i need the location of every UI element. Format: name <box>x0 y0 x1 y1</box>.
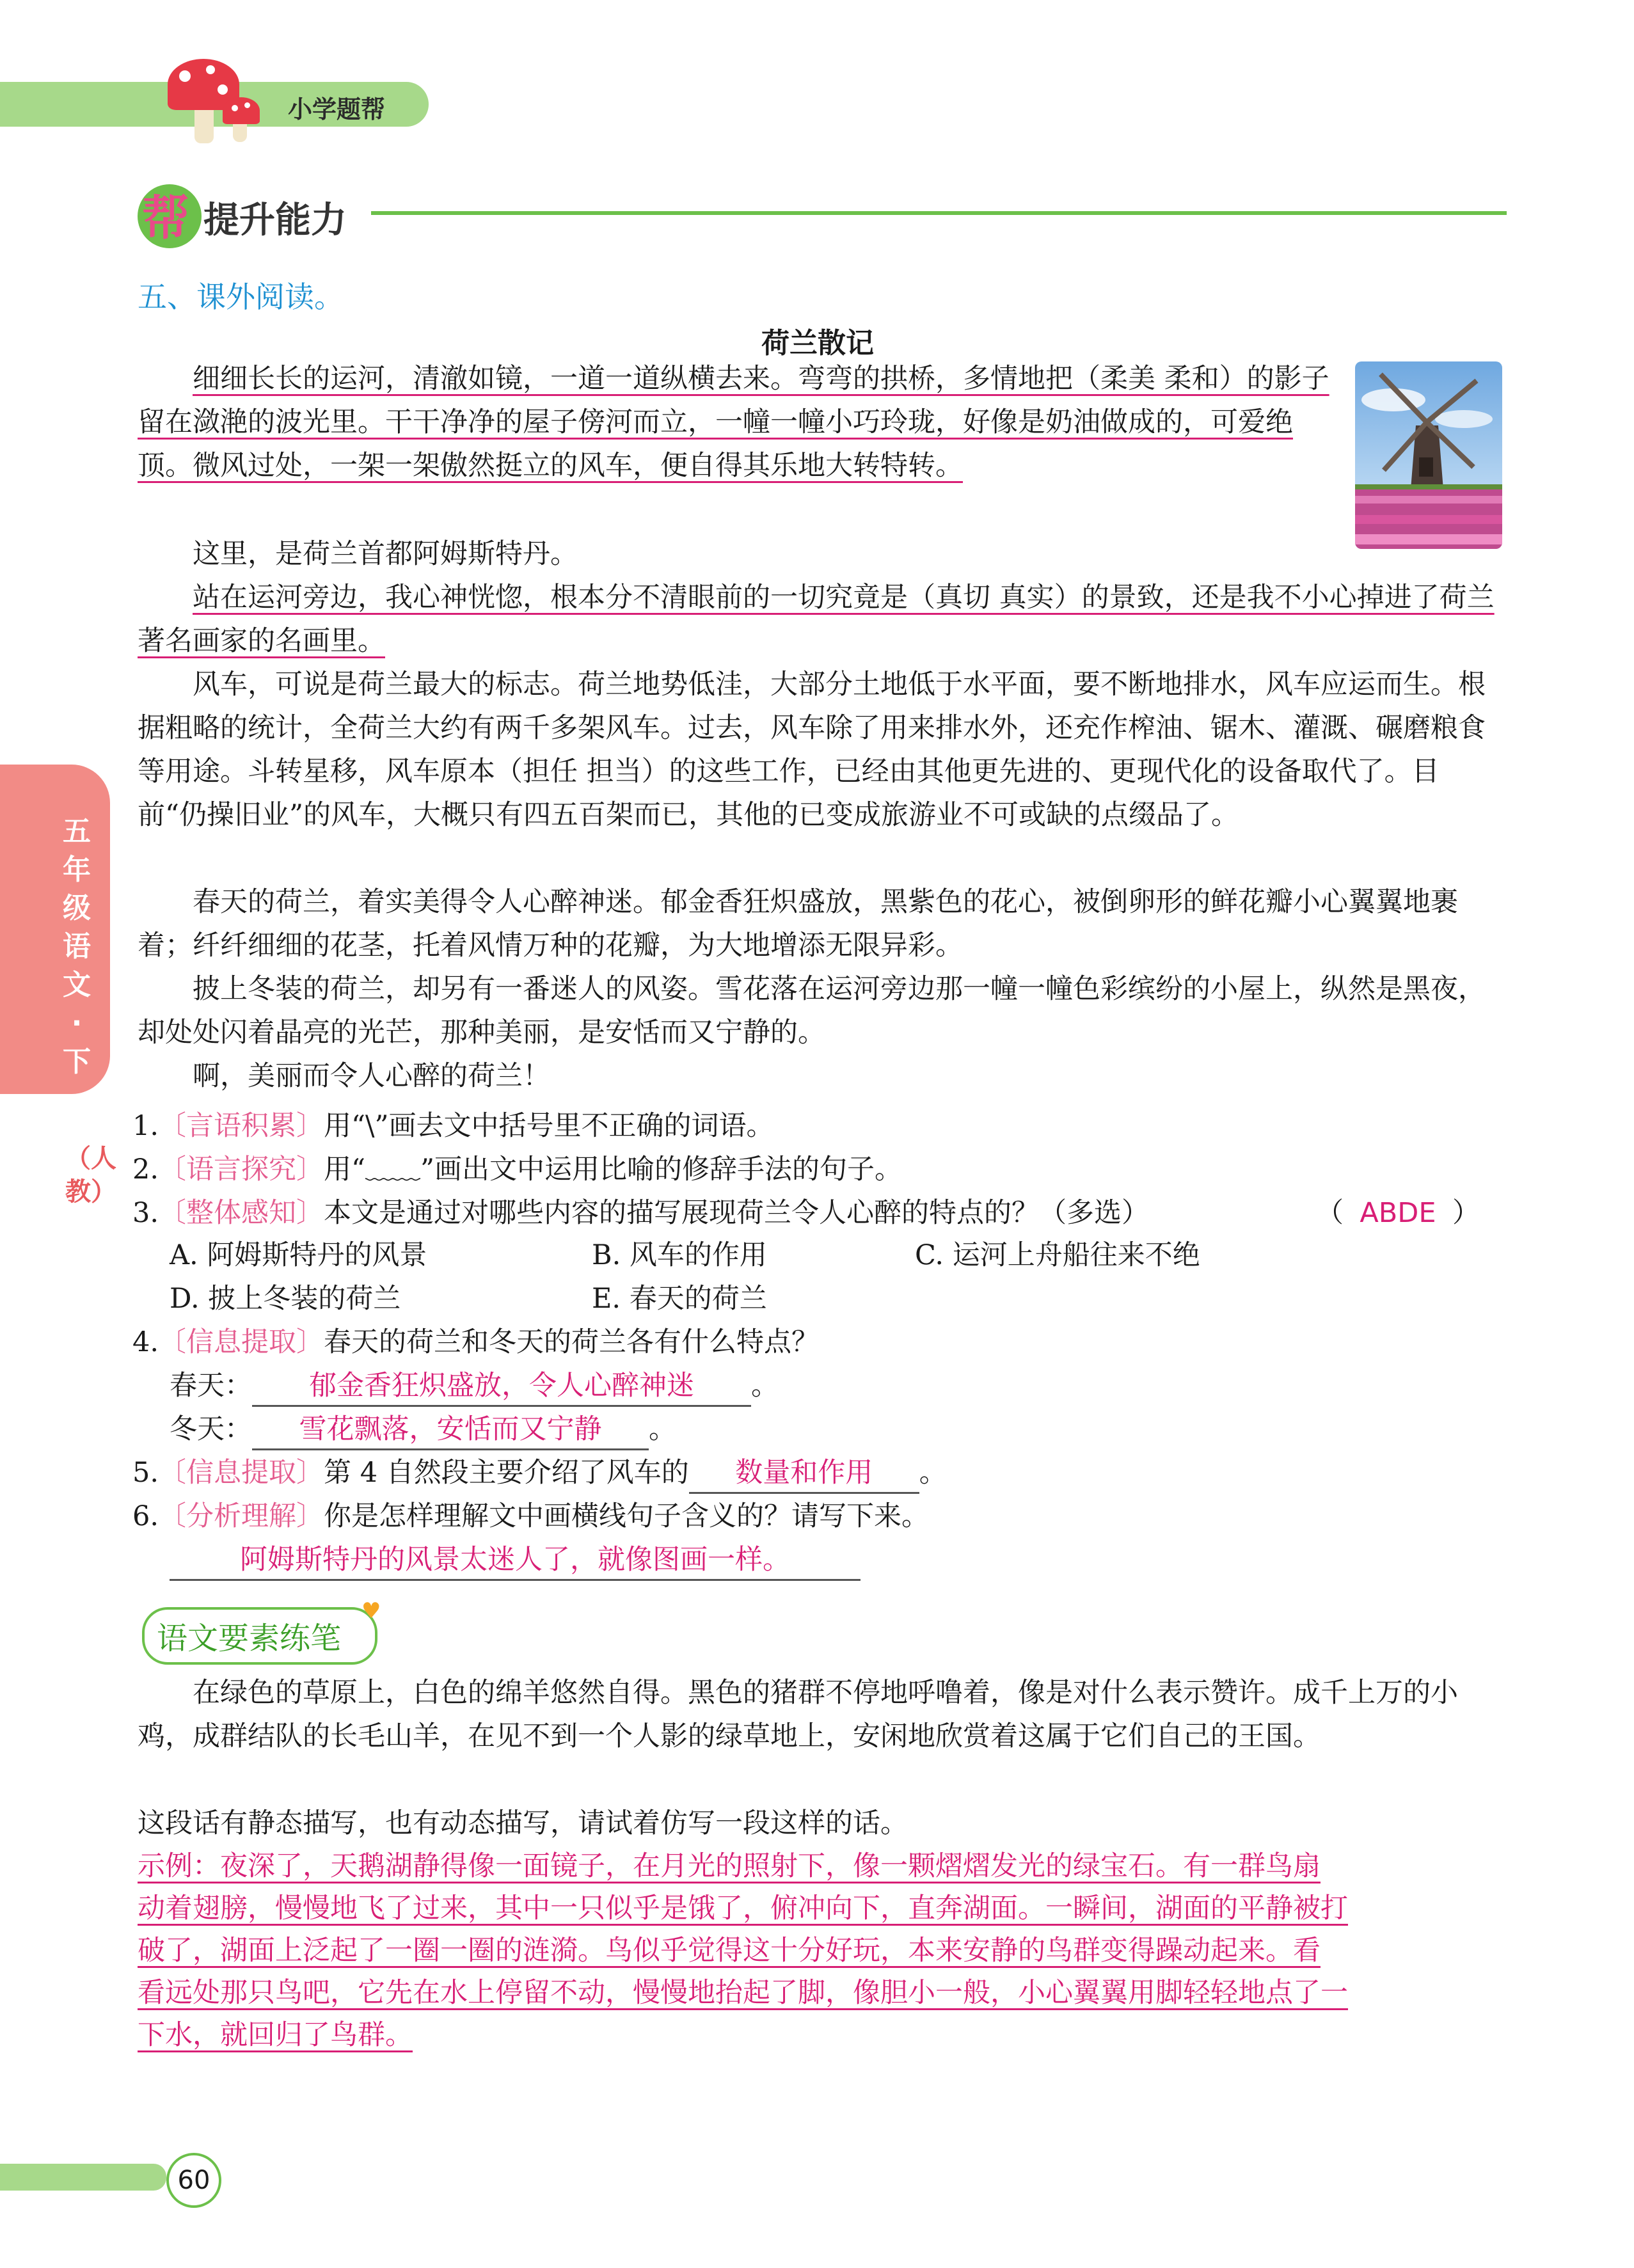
example-text-2: 动着翅膀，慢慢地飞了过来，其中一只似乎是饿了，俯冲向下，直奔湖面。一瞬间，湖面的平静被打 <box>138 1892 1348 1924</box>
q3-text: 本文是通过对哪些内容的描写展现荷兰令人心醉的特点的？（多选） <box>324 1197 1150 1229</box>
q6-answer-row <box>170 1541 861 1581</box>
q2-number: 2. <box>132 1154 159 1186</box>
q5-number: 5. <box>132 1457 159 1489</box>
windmill-image <box>1355 361 1502 549</box>
q4-spring-period: 。 <box>751 1370 779 1402</box>
section-title: 提升能力 <box>203 200 347 241</box>
essay-paragraph-7: 啊，美丽而令人心醉的荷兰！ <box>193 1060 550 1092</box>
example-text-5: 下水，就回归了鸟群。 <box>138 2019 413 2051</box>
section-badge-char: 帮 <box>142 191 189 246</box>
q5-period: 。 <box>919 1457 947 1489</box>
q4-spring-answer: 郁金香狂炽盛放，令人心醉神迷 <box>252 1367 751 1407</box>
essay-paragraph-2: 这里，是荷兰首都阿姆斯特丹。 <box>193 538 578 570</box>
example-line-4 <box>138 1972 1503 2014</box>
q5-text: 第 4 自然段主要介绍了风车的 <box>324 1457 689 1489</box>
section-divider <box>371 211 1507 215</box>
q4-text: 春天的荷兰和冬天的荷兰各有什么特点？ <box>324 1326 820 1358</box>
question-4 <box>132 1323 819 1361</box>
question-2 <box>132 1150 902 1189</box>
question-5 <box>132 1454 947 1494</box>
brand-title: 小学题帮 <box>288 95 386 123</box>
q3-number: 3. <box>132 1197 159 1229</box>
q3-option-c: C. 运河上舟船往来不绝 <box>915 1239 1200 1271</box>
q2-text-b: ”画出文中运用比喻的修辞手法的句子。 <box>420 1154 902 1186</box>
question-3 <box>132 1194 1502 1232</box>
q3-option-d: D. 披上冬装的荷兰 <box>170 1283 401 1315</box>
q5-tag: 〔信息提取〕 <box>159 1457 324 1489</box>
practice-badge-label: 语文要素练笔 <box>157 1621 342 1656</box>
question-6 <box>132 1497 929 1535</box>
grade-label: 五年级语文·下 <box>63 815 91 1078</box>
q2-tag: 〔语言探究〕 <box>159 1154 324 1186</box>
heart-icon: ♥ <box>361 1598 381 1624</box>
example-line-3 <box>138 1930 1503 1972</box>
essay-paragraph-5: 春天的荷兰，着实美得令人心醉神迷。郁金香狂炽盛放，黑紫色的花心，被倒卵形的鲜花瓣小心翼翼地裹着；纤纤细细的花茎，托着风情万种的花瓣，为大地增添无限异彩。 <box>138 886 1458 962</box>
q3-option-a: A. 阿姆斯特丹的风景 <box>170 1239 427 1271</box>
q1-tag: 〔言语积累〕 <box>159 1110 324 1142</box>
q4-winter-label: 冬天： <box>170 1413 252 1445</box>
example-text-3: 破了，湖面上泛起了一圈一圈的涟漪。鸟似乎觉得这十分好玩，本来安静的鸟群变得躁动起来。看 <box>138 1935 1321 1967</box>
example-line-1 <box>138 1845 1503 1887</box>
q4-winter-period: 。 <box>649 1413 676 1445</box>
q4-spring-label: 春天： <box>170 1370 252 1402</box>
q1-text: 用“\”画去文中括号里不正确的词语。 <box>324 1110 774 1142</box>
practice-passage: 在绿色的草原上，白色的绵羊悠然自得。黑色的猪群不停地呼噜着，像是对什么表示赞许。成千上万的小鸡，成群结队的长毛山羊，在见不到一个人影的绿草地上，安闲地欣赏着这属于它们自己的王国。 <box>138 1677 1458 1752</box>
essay-paragraph-4: 风车，可说是荷兰最大的标志。荷兰地势低洼，大部分土地低于水平面，要不断地排水，风车应运而生。根据粗略的统计，全荷兰大约有两千多架风车。过去，风车除了用来排水外，还充作榨油、锯木、灌溉、碾磨粮食等用途。斗转星移，风车原本（担任 担当）的这些工作，已经由其他更先进的、更现代化的设备取代了。目前“仍操旧业”的风车，大概只有四五百架而已，其他的已变成旅游业不可或缺的点缀品了。 <box>138 669 1486 831</box>
q3-paren-open: （ <box>1316 1197 1344 1229</box>
essay-paragraph-1 <box>138 357 1340 488</box>
q1-number: 1. <box>132 1110 159 1142</box>
edition-label: （人教） <box>65 1144 116 1207</box>
example-line-5 <box>138 2014 1503 2056</box>
q4-winter-row <box>170 1410 676 1450</box>
question-1 <box>132 1107 773 1145</box>
q6-text: 你是怎样理解文中画横线句子含义的？请写下来。 <box>324 1500 930 1532</box>
example-text-1: 示例：夜深了，天鹅湖静得像一面镜子，在月光的照射下，像一颗熠熠发光的绿宝石。有一群鸟扇 <box>138 1850 1321 1882</box>
q3-option-b: B. 风车的作用 <box>592 1239 767 1271</box>
q3-tag: 〔整体感知〕 <box>159 1197 324 1229</box>
windmill-illustration <box>1355 361 1502 549</box>
footer-bar <box>0 2164 166 2191</box>
essay-p3-text: 站在运河旁边，我心神恍惚，根本分不清眼前的一切究竟是（真切 真实）的景致，还是我不小心掉进了荷兰著名画家的名画里。 <box>138 582 1495 657</box>
q6-tag: 〔分析理解〕 <box>159 1500 324 1532</box>
q3-answer: ABDE <box>1360 1197 1436 1229</box>
q4-winter-answer: 雪花飘落，安恬而又宁静 <box>252 1410 649 1450</box>
q3-paren-close: ） <box>1452 1197 1480 1229</box>
wavy-line-mark: ﹏﹏ <box>365 1154 421 1186</box>
q4-spring-row <box>170 1367 779 1407</box>
page-number: 60 <box>166 2153 221 2208</box>
essay-p1-text: 细细长长的运河，清澈如镜，一道一道纵横去来。弯弯的拱桥，多情地把（柔美 柔和）的影子留在潋滟的波光里。干干净净的屋子傍河而立，一幢一幢小巧玲珑，好像是奶油做成的，可爱绝顶。微风过处，一架一架傲然挺立的风车，便自得其乐地大转特转。 <box>138 363 1329 482</box>
q3-answer-paren <box>1316 1194 1480 1232</box>
q3-option-e: E. 春天的荷兰 <box>592 1283 767 1315</box>
part-title: 五、课外阅读。 <box>138 280 344 314</box>
q4-number: 4. <box>132 1326 159 1358</box>
essay-title: 荷兰散记 <box>761 327 874 360</box>
q4-tag: 〔信息提取〕 <box>159 1326 324 1358</box>
essay-paragraph-6: 披上冬装的荷兰，却另有一番迷人的风姿。雪花落在运河旁边那一幢一幢色彩缤纷的小屋上，纵然是黑夜，却处处闪着晶亮的光芒，那种美丽，是安恬而又宁静的。 <box>138 973 1486 1049</box>
q6-number: 6. <box>132 1500 159 1532</box>
q5-answer: 数量和作用 <box>689 1454 919 1494</box>
q2-text-a: 用“ <box>324 1154 366 1186</box>
practice-instruction: 这段话有静态描写，也有动态描写，请试着仿写一段这样的话。 <box>138 1807 908 1839</box>
mushroom-icon <box>168 59 244 148</box>
q6-answer: 阿姆斯特丹的风景太迷人了，就像图画一样。 <box>170 1541 861 1581</box>
example-line-2 <box>138 1887 1503 1930</box>
essay-paragraph-3 <box>138 576 1503 663</box>
example-text-4: 看远处那只鸟吧，它先在水上停留不动，慢慢地抬起了脚，像胆小一般，小心翼翼用脚轻轻地点了一 <box>138 1977 1348 2009</box>
